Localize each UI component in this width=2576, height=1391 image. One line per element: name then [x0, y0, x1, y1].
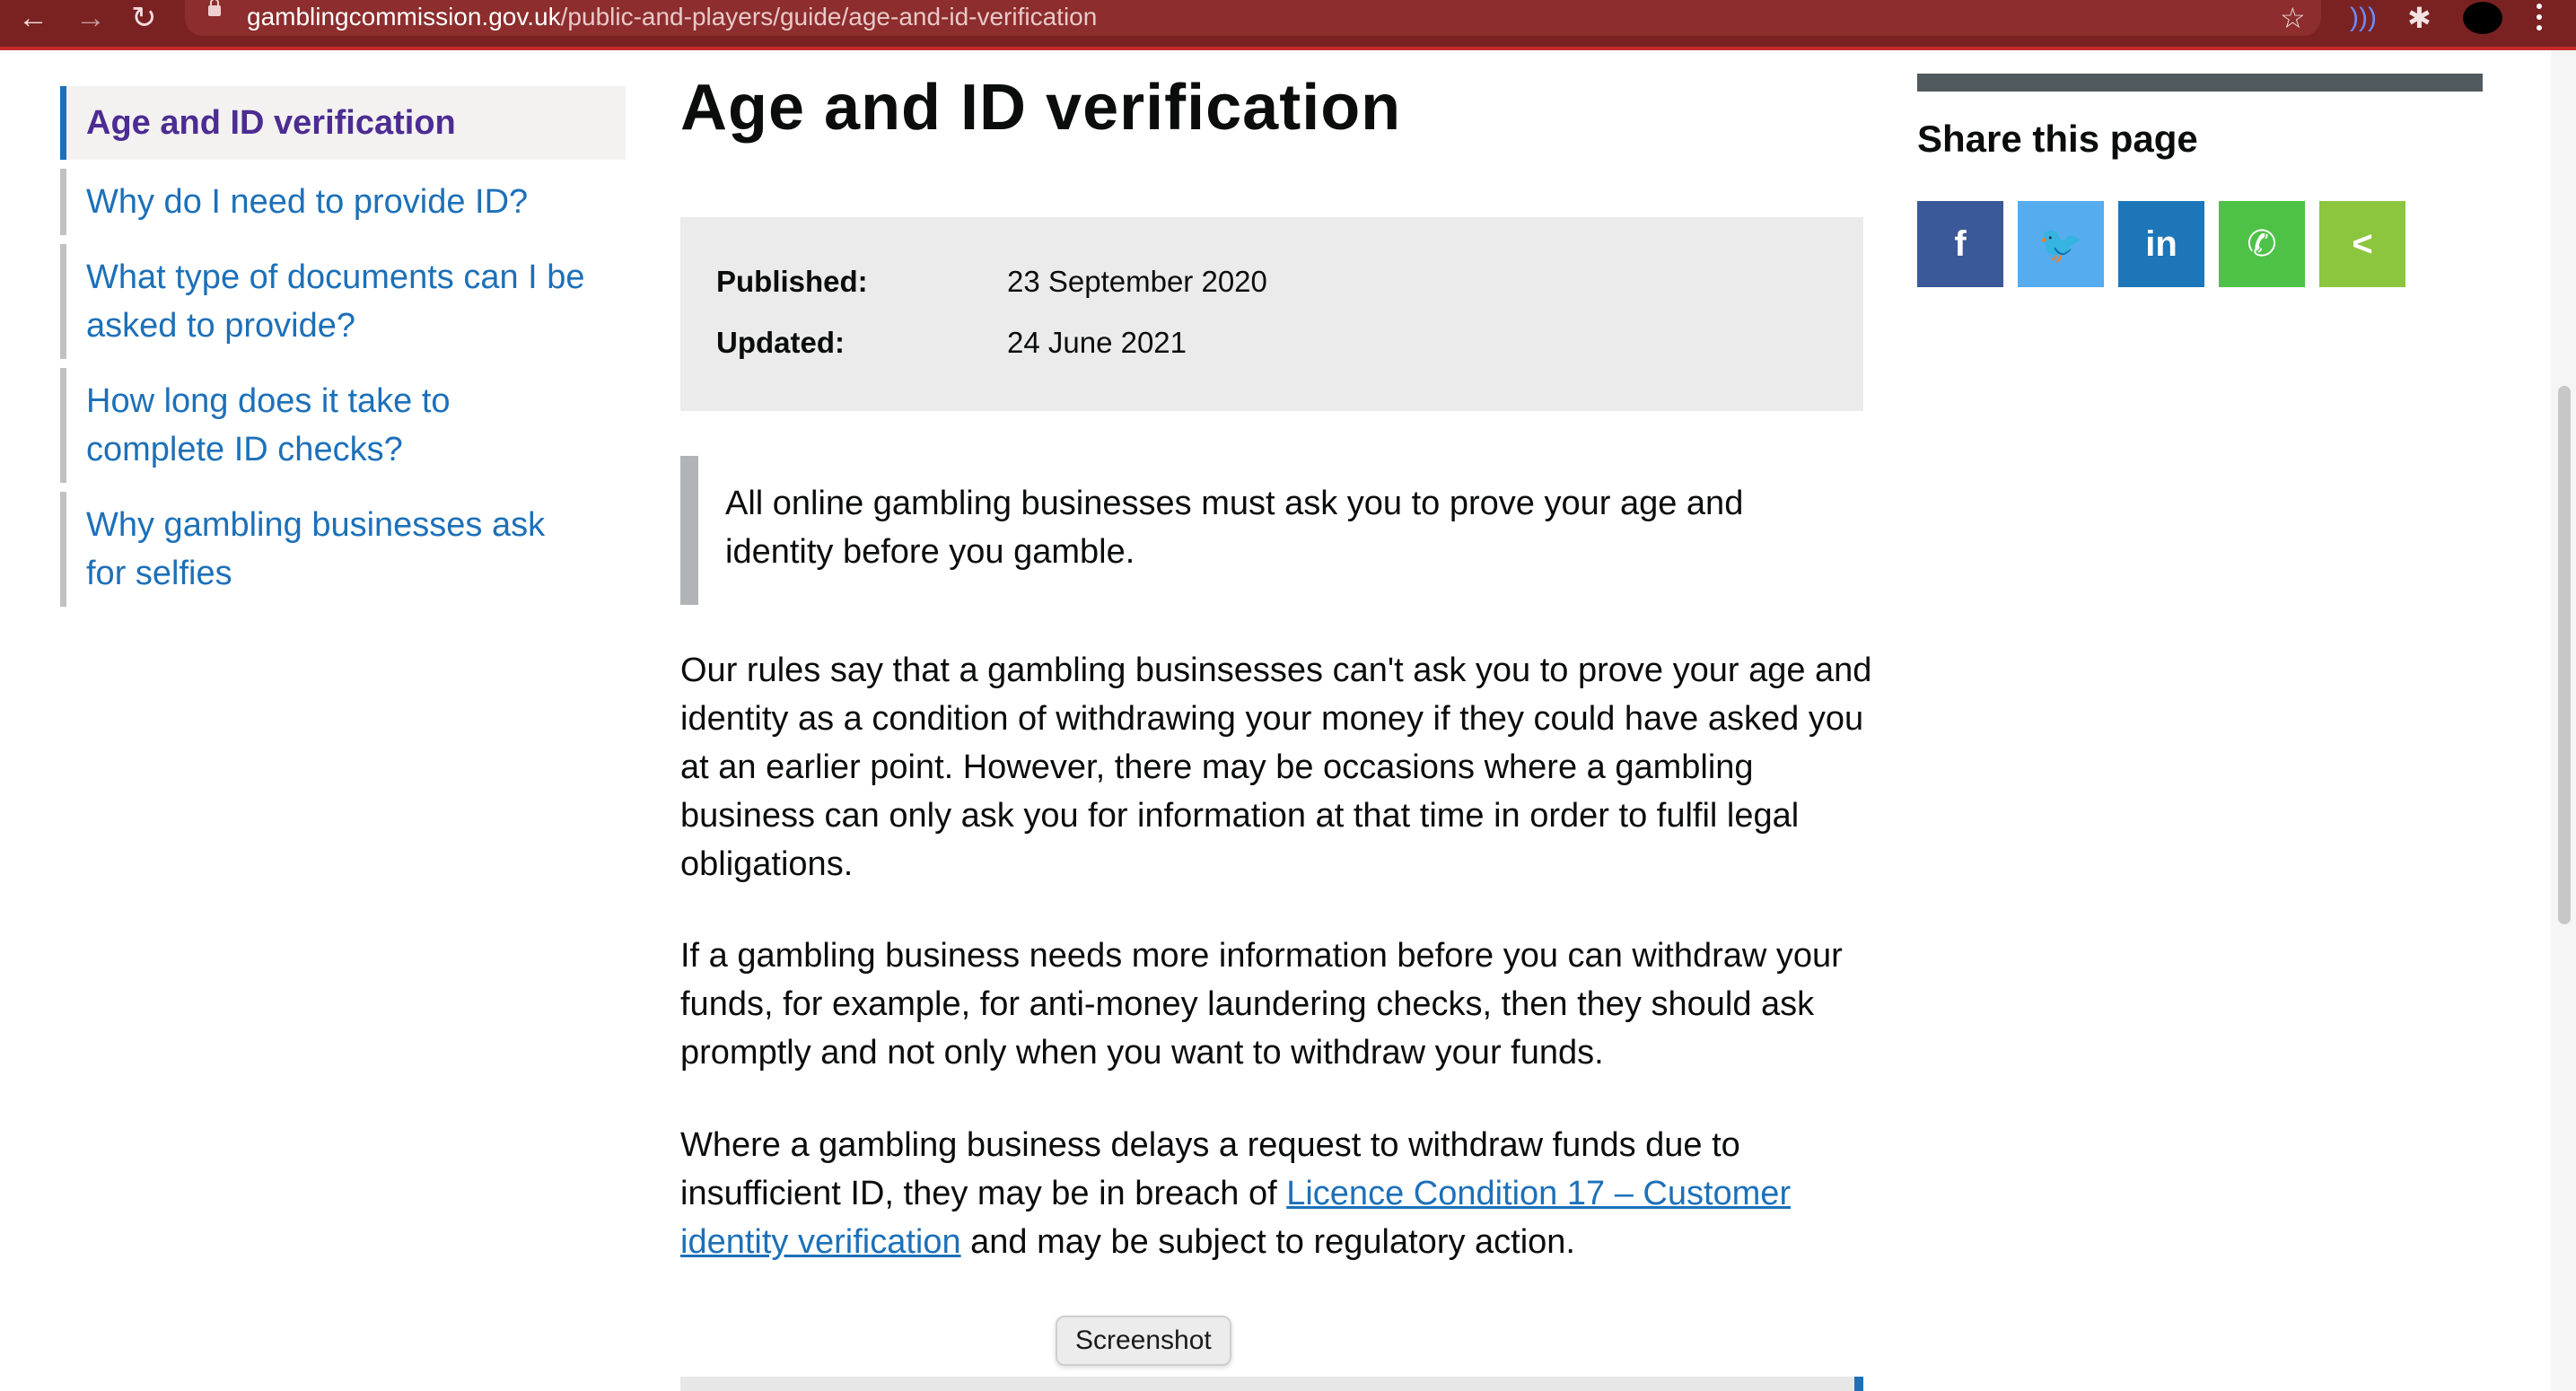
- share-buttons: [1917, 201, 2420, 287]
- updated-label: Updated:: [716, 326, 845, 359]
- twitter-icon: 🐦: [2038, 224, 2083, 265]
- browser-toolbar: [0, 0, 2576, 50]
- facebook-icon: f: [1954, 223, 1967, 264]
- licence-condition-link[interactable]: Licence Condition 17 – Customer identity verification: [680, 1175, 1792, 1261]
- sidebar-item-why-provide-id[interactable]: [60, 169, 626, 235]
- published-date: 23 September 2020: [1007, 265, 1267, 298]
- linkedin-share-button[interactable]: [2118, 201, 2204, 287]
- published-label: Published:: [716, 265, 868, 298]
- star-icon[interactable]: ☆: [2280, 2, 2306, 34]
- sidebar-item-document-types[interactable]: [60, 244, 589, 359]
- url-text[interactable]: [247, 0, 1097, 34]
- share-top-bar: [1917, 74, 2483, 92]
- inset-text: [680, 456, 1881, 605]
- forward-arrow-icon[interactable]: →: [75, 0, 106, 35]
- body-paragraph-2: If a gambling business needs more information before you can withdraw your funds, for example, for anti-money laundering checks, then they should ask promptly and not only when you want to withdraw your funds.: [680, 937, 1843, 1072]
- extension-signal-icon[interactable]: ))): [2350, 3, 2377, 32]
- scrollbar-thumb[interactable]: [2558, 386, 2571, 924]
- url-path: /public-and-players/guide/age-and-id-verification: [560, 3, 1098, 31]
- sidebar-item-age-and-id[interactable]: [60, 86, 626, 160]
- whatsapp-icon: ✆: [2247, 224, 2277, 264]
- screenshot-tooltip: Screenshot: [1056, 1316, 1231, 1366]
- updated-row: [716, 323, 1187, 363]
- share-icon: <: [2352, 223, 2373, 264]
- para3-text-end: and may be subject to regulatory action.: [960, 1223, 1575, 1261]
- section-edge-accent: [1854, 1377, 1863, 1391]
- sidebar-item-selfies[interactable]: [60, 492, 589, 607]
- body-paragraph-1: Our rules say that a gambling businsesses can't ask you to prove your age and identity as a condition of withdrawing your money if they could have asked you at an earlier point. However, there may be occasions where a gambling business can only ask you for information at that time in order to fulfil legal obligations.: [680, 652, 1872, 883]
- sidebar-item-how-long[interactable]: [60, 368, 553, 483]
- profile-avatar[interactable]: [2463, 2, 2502, 34]
- sidebar-item-label: What type of documents can I be asked to provide?: [86, 258, 585, 345]
- body-paragraph-3: [680, 1121, 1874, 1266]
- sidebar-item-label: Why gambling businesses ask for selfies: [86, 506, 546, 592]
- lock-icon[interactable]: [208, 5, 221, 16]
- page-title: Age and ID verification: [680, 72, 1402, 144]
- url-host: gamblingcommission.gov.uk: [247, 3, 561, 31]
- sidebar-nav: [60, 86, 626, 616]
- whatsapp-share-button[interactable]: [2219, 201, 2305, 287]
- sidebar-item-label: Age and ID verification: [86, 104, 456, 142]
- sidebar-item-label: How long does it take to complete ID checks?: [86, 382, 451, 468]
- back-arrow-icon[interactable]: ←: [18, 0, 48, 35]
- generic-share-button[interactable]: [2319, 201, 2405, 287]
- next-section-edge: [680, 1377, 1863, 1391]
- extensions-icon[interactable]: ✱: [2407, 2, 2431, 34]
- menu-icon[interactable]: [2537, 4, 2542, 36]
- published-row: [716, 262, 1267, 302]
- reload-icon[interactable]: ↻: [131, 1, 157, 35]
- para3-text-start: Where a gambling business delays a request to withdraw funds due to insufficient ID, they may be in breach of: [680, 1126, 1740, 1212]
- facebook-share-button[interactable]: [1917, 201, 2003, 287]
- inset-paragraph: All online gambling businesses must ask you to prove your age and identity before you gamble.: [725, 485, 1744, 571]
- updated-date: 24 June 2021: [1007, 326, 1187, 359]
- twitter-share-button[interactable]: [2018, 201, 2104, 287]
- sidebar-item-label: Why do I need to provide ID?: [86, 183, 529, 221]
- linkedin-icon: in: [2145, 223, 2177, 264]
- share-title: Share this page: [1917, 118, 2198, 160]
- metadata-panel: [680, 217, 1863, 411]
